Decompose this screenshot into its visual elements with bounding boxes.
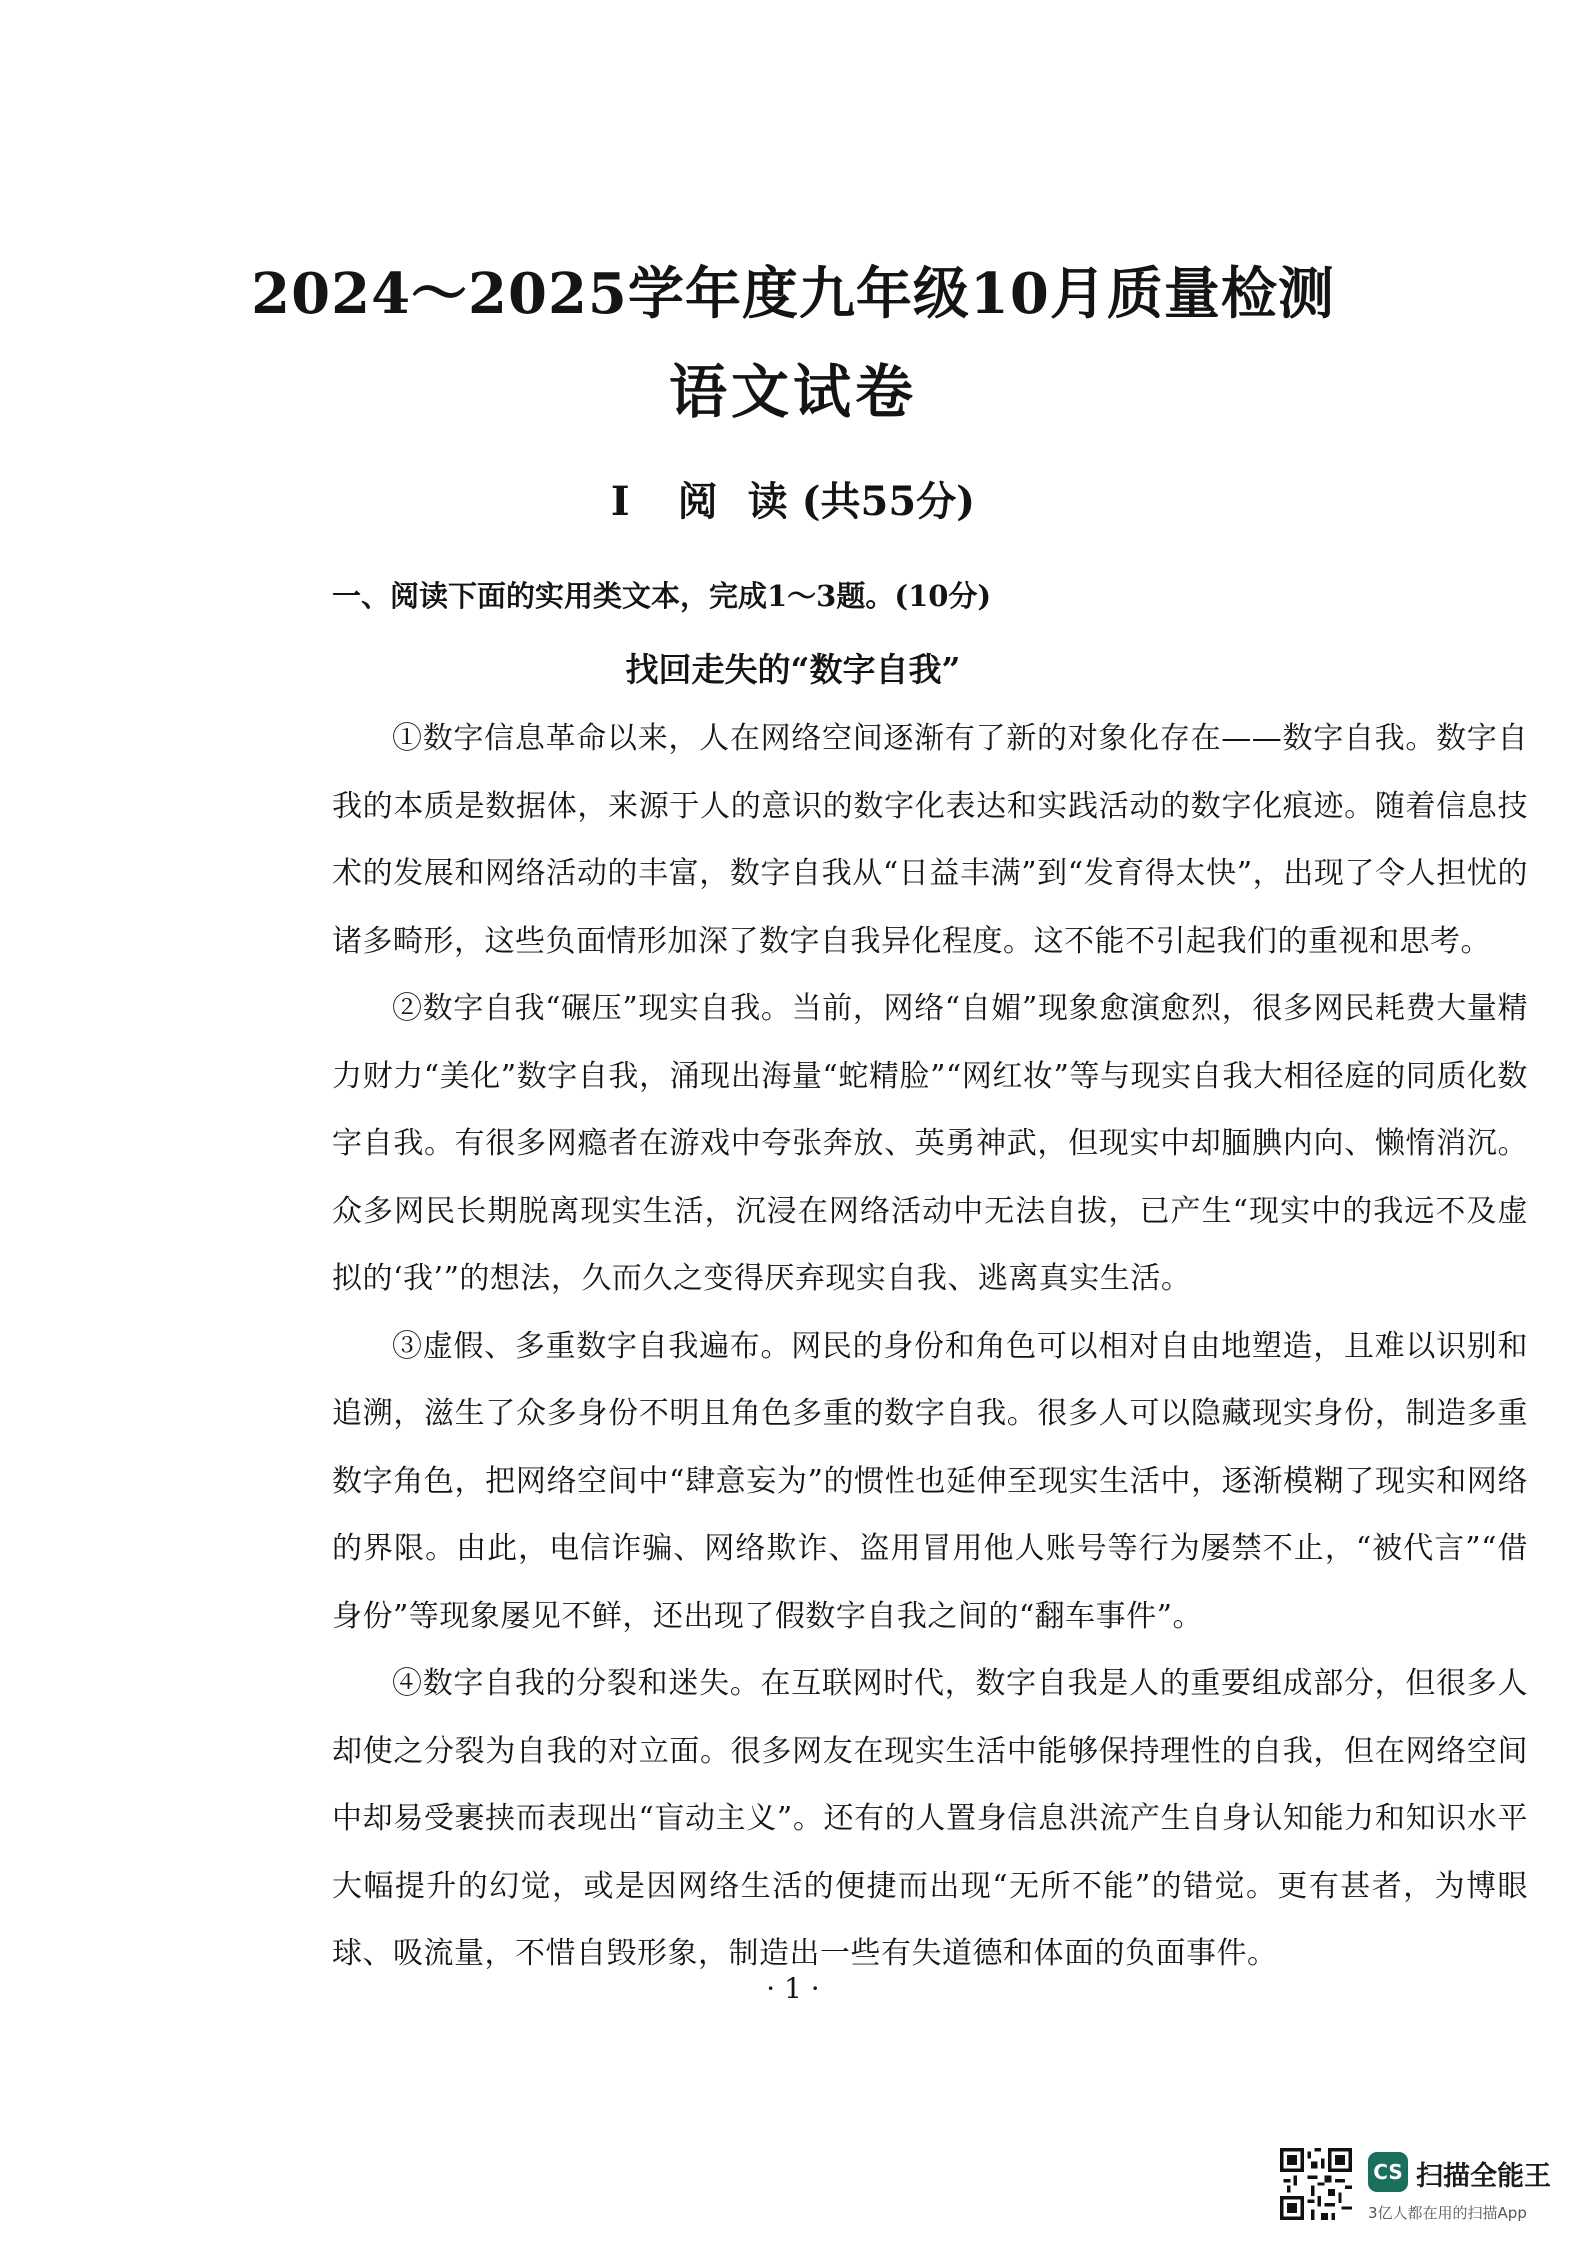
page-number: · 1 · — [766, 1972, 820, 2005]
brand-name: 扫描全能王 — [1416, 2161, 1551, 2192]
section-number: Ⅰ — [610, 478, 630, 525]
article-title: 找回走失的“数字自我” — [625, 650, 961, 689]
scanner-watermark — [1280, 2148, 1580, 2238]
exam-subtitle: 语文试卷 — [668, 358, 917, 426]
paragraph-1: ①数字信息革命以来，人在网络空间逐渐有了新的对象化存在——数字自我。数字自我的本质是数据体，来源于人的意识的数字化表达和实践活动的数字化痕迹。随着信息技术的发展和网络活动的丰富，数字自我从“日益丰满”到“发育得太快”，出现了令人担忧的诸多畸形，这些负面情形加深了数字自我异化程度。这不能不引起我们的重视和思考。 — [332, 721, 1528, 959]
article-body — [332, 705, 1528, 1988]
question-heading: 一、阅读下面的实用类文本，完成1～3题。(10分) — [332, 579, 992, 613]
paragraph-4: ④数字自我的分裂和迷失。在互联网时代，数字自我是人的重要组成部分，但很多人却使之分裂为自我的对立面。很多网友在现实生活中能够保持理性的自我，但在网络空间中却易受裹挟而表现出“盲动主义”。还有的人置身信息洪流产生自身认知能力和知识水平大幅提升的幻觉，或是因网络生活的便捷而出现“无所不能”的错觉。更有甚者，为博眼球、吸流量，不惜自毁形象，制造出一些有失道德和体面的负面事件。 — [332, 1666, 1528, 1971]
qr-code-icon — [1280, 2148, 1352, 2220]
section-points: (共55分) — [801, 478, 976, 525]
exam-title: 2024～2025学年度九年级10月质量检测 — [251, 261, 1335, 327]
paragraph-3: ③虚假、多重数字自我遍布。网民的身份和角色可以相对自由地塑造，且难以识别和追溯，滋生了众多身份不明且角色多重的数字自我。很多人可以隐藏现实身份，制造多重数字角色，把网络空间中“肆意妄为”的惯性也延伸至现实生活中，逐渐模糊了现实和网络的界限。由此，电信诈骗、网络欺诈、盗用冒用他人账号等行为屡禁不止，“被代言”“借身份”等现象屡见不鲜，还出现了假数字自我之间的“翻车事件”。 — [332, 1328, 1528, 1634]
section-name-char-1: 阅 — [677, 478, 718, 525]
paragraph-2: ②数字自我“碾压”现实自我。当前，网络“自媚”现象愈演愈烈，很多网民耗费大量精力财力“美化”数字自我，涌现出海量“蛇精脸”“网红妆”等与现实自我大相径庭的同质化数字自我。有很多网瘾者在游戏中夸张奔放、英勇神武，但现实中却腼腆内向、懒惰消沉。众多网民长期脱离现实生活，沉浸在网络活动中无法自拔，已产生“现实中的我远不及虚拟的‘我’”的想法，久而久之变得厌弃现实自我、逃离真实生活。 — [332, 991, 1528, 1296]
brand-tagline: 3亿人都在用的扫描App — [1368, 2204, 1527, 2222]
section-name-char-2: 读 — [747, 478, 788, 525]
camscanner-logo-icon: CS — [1368, 2152, 1408, 2192]
section-heading — [0, 470, 1586, 527]
